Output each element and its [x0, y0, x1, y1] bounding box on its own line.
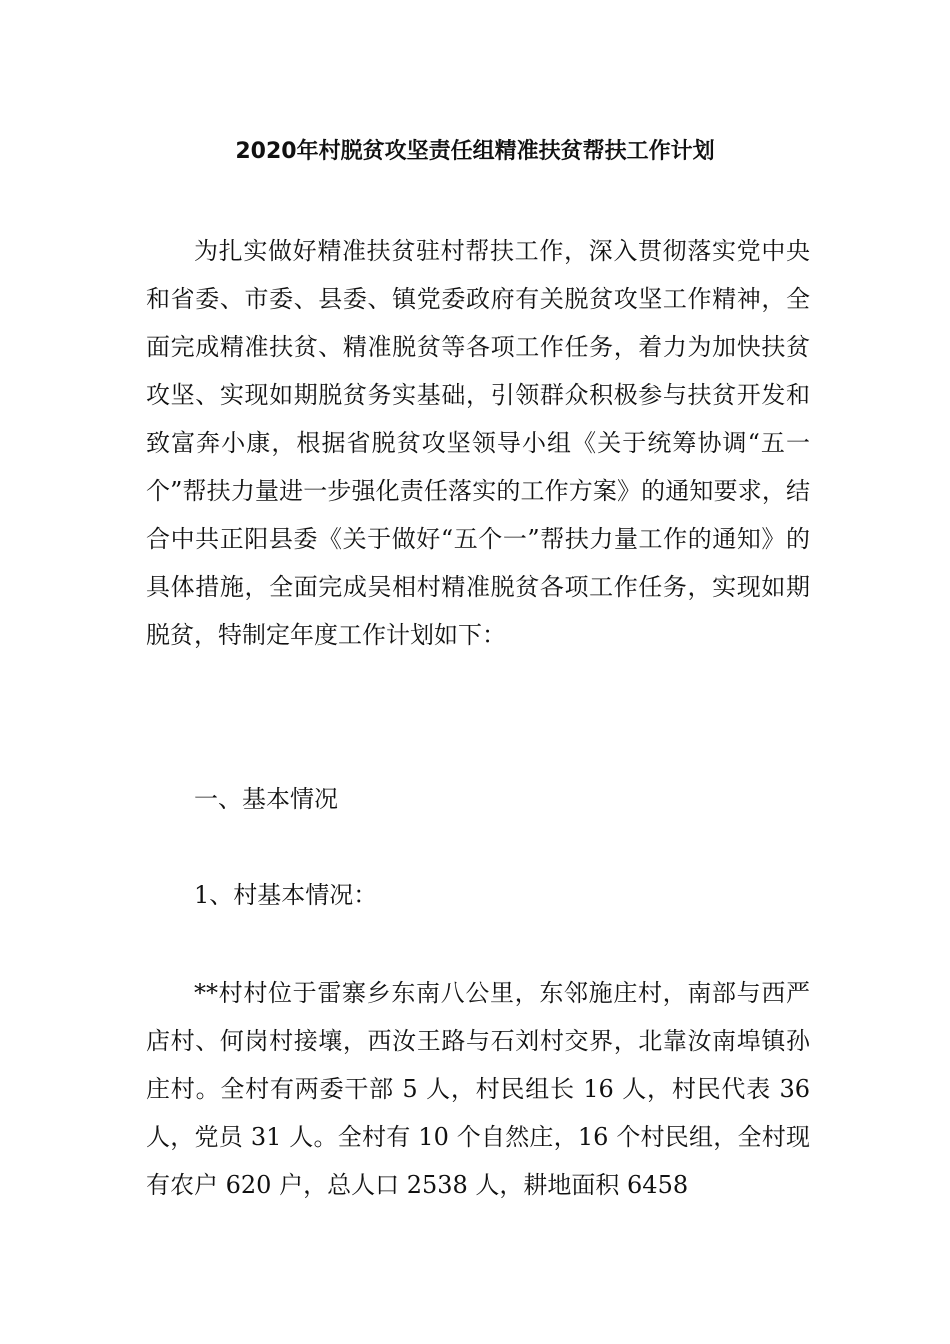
subsection-heading-village-situation: 1、村基本情况： [194, 881, 378, 909]
intro-paragraph: 为扎实做好精准扶贫驻村帮扶工作，深入贯彻落实党中央和省委、市委、县委、镇党委政府有关脱贫攻坚工作精神，全面完成精准扶贫、精准脱贫等各项工作任务，着力为加快扶贫攻坚、实现如期脱贫务实基础，引领群众积极参与扶贫开发和致富奔小康，根据省脱贫攻坚领导小组《关于统筹协调“五一个”帮扶力量进一步强化责任落实的工作方案》的通知要求，结合中共正阳县委《关于做好“五个一”帮扶力量工作的通知》的具体措施，全面完成吴相村精准脱贫各项工作任务，实现如期脱贫，特制定年度工作计划如下： [146, 237, 810, 649]
document-title: 2020年村脱贫攻坚责任组精准扶贫帮扶工作计划 [235, 139, 715, 164]
section-heading-basic-situation: 一、基本情况 [194, 785, 338, 813]
village-description-paragraph: **村村位于雷寨乡东南八公里，东邻施庄村，南部与西严店村、何岗村接壤，西汝王路与石刘村交界，北靠汝南埠镇孙庄村。全村有两委干部 5 人，村民组长 16 人，村民代表 36 人，党员 31 人。全村有 10 个自然庄，16 个村民组，全村现有农户 620 户，总人口 2538 人，耕地面积 6458 [146, 979, 810, 1199]
